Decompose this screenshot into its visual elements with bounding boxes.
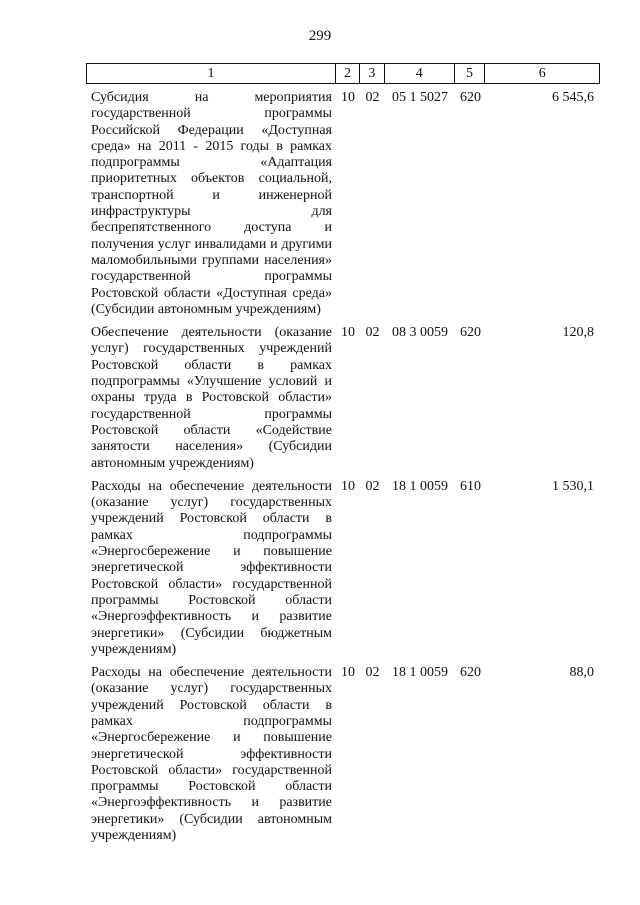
- row-description: Расходы на обеспечение деятельности (оказание услуг) государственных учреждений Ростовской области в рамках подпрограммы «Энергосбережение и повышение энергетической эффективности Ростовской области» государственной программы Ростовской области «Энергоэффективность и развитие энергетики» (Субсидии автономным учреждениям): [91, 665, 332, 844]
- table-row: [86, 90, 600, 318]
- table-row: [86, 665, 600, 844]
- table-body: [86, 84, 600, 844]
- row-target-article: 08 3 0059: [392, 325, 448, 341]
- row-expense-type: 610: [460, 478, 481, 494]
- row-section: 10: [341, 478, 355, 494]
- row-description: Расходы на обеспечение деятельности (оказание услуг) государственных учреждений Ростовской области в рамках подпрограммы «Энергосбережение и повышение энергетической эффективности Ростовской области» государственной программы Ростовской области «Энергоэффективность и развитие энергетики» (Субсидии бюджетным учреждениям): [91, 478, 332, 657]
- table-row: [86, 325, 600, 472]
- row-subsection: 02: [365, 478, 380, 494]
- row-target-article: 05 1 5027: [392, 90, 448, 105]
- header-col-4: 4: [385, 64, 455, 83]
- header-col-1: 1: [87, 64, 336, 83]
- row-expense-type: 620: [460, 325, 481, 341]
- budget-table: [86, 63, 600, 851]
- header-col-3: 3: [360, 64, 385, 83]
- table-header: [86, 63, 600, 84]
- row-target-article: 18 1 0059: [392, 478, 448, 494]
- row-subsection: 02: [365, 665, 380, 681]
- row-section: 10: [341, 90, 355, 105]
- row-subsection: 02: [365, 325, 380, 341]
- row-amount: 88,0: [569, 665, 594, 681]
- row-section: 10: [341, 325, 355, 341]
- table-row: [86, 479, 600, 658]
- header-col-2: 2: [336, 64, 360, 83]
- row-target-article: 18 1 0059: [392, 665, 448, 681]
- page-number: 299: [308, 28, 332, 44]
- row-expense-type: 620: [460, 665, 481, 681]
- row-description: Обеспечение деятельности (оказание услуг) государственных учреждений Ростовской области в рамках подпрограммы «Улучшение условий и охраны труда в Ростовской области» государственной программы Ростовской области «Содействие занятости населения» (Субсидии автономным учреждениям): [91, 325, 332, 471]
- row-amount: 6 545,6: [552, 90, 594, 105]
- row-section: 10: [341, 665, 355, 681]
- header-col-6: 6: [538, 66, 546, 81]
- row-subsection: 02: [365, 90, 380, 105]
- row-amount: 1 530,1: [552, 478, 594, 494]
- row-amount: 120,8: [562, 325, 594, 341]
- row-description: Субсидия на мероприятия государственной программы Российской Федерации «Доступная среда» на 2011 - 2015 годы в рамках подпрограммы «Адаптация приоритетных объектов социальной, транспортной и инженерной инфраструктуры для беспрепятственного доступа и получения услуг инвалидами и другими маломобильными группами населения» государственной программы Ростовской области «Доступная среда» (Субсидии автономным учреждениям): [91, 90, 332, 317]
- header-col-5: 5: [455, 64, 486, 83]
- row-expense-type: 620: [460, 90, 481, 105]
